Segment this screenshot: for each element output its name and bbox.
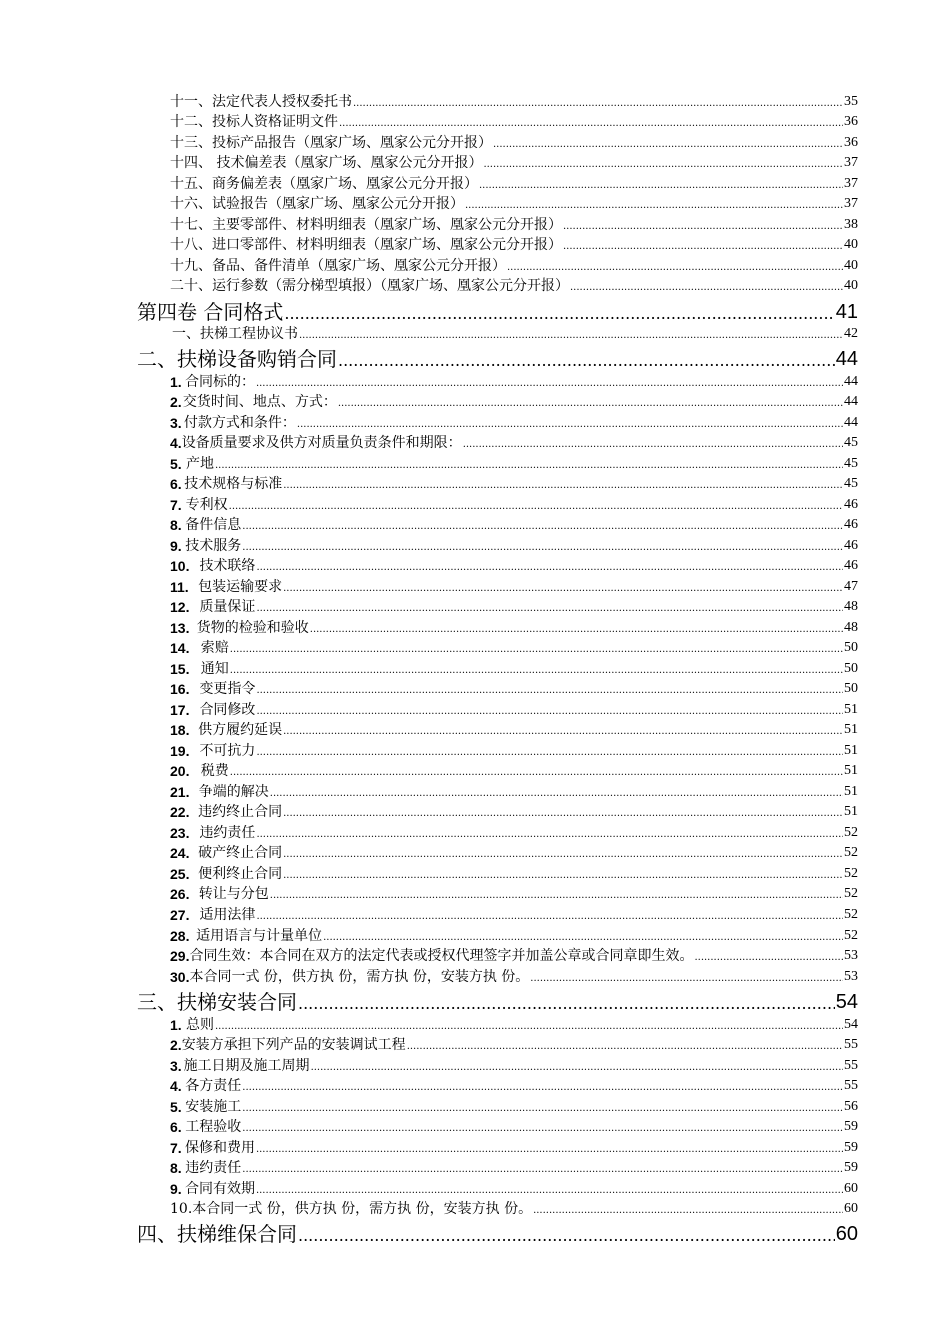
dot-leader [284,304,834,324]
toc-entry[interactable] [170,91,858,111]
toc-entry-title: 安装施工 [185,1099,242,1115]
toc-entry[interactable] [170,617,858,637]
dot-leader [242,1163,843,1177]
toc-entry-page-number: 40 [844,258,858,273]
toc-entry[interactable] [170,678,858,698]
toc-entry-title: 一、扶梯工程协议书 [172,326,298,342]
toc-entry-title: 供方履约延误 [198,722,283,738]
toc-entry-title: 违约终止合同 [198,804,283,820]
toc-entry-page-number: 37 [844,176,858,191]
toc-entry[interactable] [170,596,858,616]
toc-entry-page-number: 51 [844,763,858,778]
toc-entry-number: 27. [170,907,190,923]
toc-entry[interactable] [170,412,858,432]
dot-leader [407,1040,843,1054]
toc-entry-title: 索赔 [200,640,229,656]
dot-leader [338,397,843,411]
toc-entry-number: 22. [170,804,190,820]
toc-entry-number: 15. [170,661,190,677]
toc-entry[interactable] [170,925,858,945]
toc-entry-number: 14. [170,640,190,656]
toc-entry[interactable] [172,323,858,343]
toc-entry-number: 2. [170,1037,182,1053]
toc-entry-page-number: 56 [844,1099,858,1114]
toc-entry-number: 18. [170,722,190,738]
dot-leader [311,1061,843,1075]
toc-entry-page-number: 55 [844,1037,858,1052]
toc-entry-number: 5. [170,1099,182,1115]
dot-leader [507,261,843,275]
toc-entry-page-number: 48 [844,599,858,614]
dot-leader [256,561,843,575]
dot-leader [483,158,843,172]
toc-entry-page-number: 44 [844,374,858,389]
toc-entry-page-number: 45 [844,476,858,491]
toc-entry-page-number: 59 [844,1140,858,1155]
toc-entry-title: 二十、运行参数（需分梯型填报）（凰家广场、凰家公元分开报） [170,278,569,294]
toc-entry-page-number: 55 [844,1078,858,1093]
toc-entry-page-number: 52 [844,845,858,860]
toc-entry-page-number: 45 [844,435,858,450]
toc-entry-number: 9. [170,1181,182,1197]
dot-leader [230,643,843,657]
toc-entry-page-number: 45 [844,456,858,471]
toc-entry-title: 合同生效：本合同在双方的法定代表或授权代理签字并加盖公章或合同章即生效。 [189,948,694,964]
toc-entry-number: 8. [170,1160,182,1176]
dot-leader [563,220,843,234]
toc-entry-title: 工程验收 [185,1119,242,1135]
toc-entry[interactable] [137,345,858,371]
toc-entry-title: 十五、商务偏差表（凰家广场、凰家公元分开报） [170,176,478,192]
toc-entry-page-number: 46 [844,517,858,532]
toc-entry[interactable] [170,371,858,391]
toc-entry-number: 8. [170,517,182,533]
toc-entry-title: 通知 [200,661,229,677]
toc-entry[interactable] [170,719,858,739]
toc-entry-title: 总则 [186,1017,214,1033]
toc-entry[interactable] [137,1220,858,1246]
toc-entry-page-number: 52 [844,928,858,943]
toc-entry-title: 二、扶梯设备购销合同 [137,347,337,371]
toc-entry-number: 6. [170,476,182,492]
toc-entry-title: 合同有效期 [184,1181,255,1197]
toc-entry-title: 本合同一式 份，供方执 份，需方执 份，安装方执 份。 [189,969,530,985]
toc-entry-page-number: 51 [844,722,858,737]
toc-entry-page-number: 47 [844,579,858,594]
dot-leader [570,281,843,295]
toc-entry[interactable] [170,904,858,924]
toc-entry-page-number: 48 [844,620,858,635]
dot-leader [270,889,843,903]
toc-entry-title: 十二、投标人资格证明文件 [170,114,338,130]
toc-entry-page-number: 52 [844,907,858,922]
dot-leader [242,1102,843,1116]
dot-leader [465,199,843,213]
toc-entry[interactable] [170,637,858,657]
dot-leader [283,725,843,739]
toc-entry-page-number: 51 [844,743,858,758]
toc-entry-title: 十九、备品、备件清单（凰家广场、凰家公元分开报） [170,258,506,274]
toc-entry-title: 质量保证 [199,599,256,615]
dot-leader [215,459,843,473]
toc-entry[interactable] [170,453,858,473]
dot-leader [256,602,843,616]
toc-entry-number: 4. [170,1078,182,1094]
dot-leader [479,179,843,193]
toc-entry-title: 便利终止合同 [198,866,283,882]
toc-entry[interactable] [170,1137,858,1157]
toc-entry-page-number: 60 [844,1181,858,1196]
toc-entry-number: 4. [170,435,182,451]
toc-entry-title: 十四、 技术偏差表（凰家广场、凰家公元分开报） [170,155,483,171]
toc-entry-page-number: 54 [844,1017,858,1032]
toc-entry[interactable] [137,988,858,1014]
toc-entry-title: 10.本合同一式 份，供方执 份，需方执 份，安装方执 份。 [170,1201,533,1217]
toc-entry[interactable] [170,945,858,965]
dot-leader [242,1081,843,1095]
toc-entry-page-number: 50 [844,640,858,655]
toc-entry-title: 四、扶梯维保合同 [137,1222,297,1246]
toc-entry-page-number: 37 [844,196,858,211]
toc-entry[interactable] [170,535,858,555]
toc-entry-title: 转让与分包 [198,886,269,902]
dot-leader [270,787,843,801]
dot-leader [256,910,843,924]
toc-entry-title: 变更指令 [199,681,256,697]
toc-entry-title: 技术服务 [185,538,242,554]
dot-leader [215,1020,843,1034]
toc-entry-number: 20. [170,763,190,779]
toc-entry-title: 施工日期及施工周期 [183,1058,310,1074]
dot-leader [463,438,843,452]
dot-leader [256,1143,843,1157]
toc-entry[interactable] [170,966,858,986]
toc-entry-page-number: 60 [844,1201,858,1216]
toc-entry[interactable] [170,391,858,411]
toc-entry-title: 违约责任 [185,1160,242,1176]
toc-entry[interactable] [170,1096,858,1116]
dot-leader [533,1204,843,1218]
toc-entry-page-number: 51 [844,702,858,717]
toc-entry[interactable] [170,275,858,295]
toc-entry[interactable] [170,842,858,862]
toc-entry-title: 十八、进口零部件、材料明细表（凰家广场、凰家公元分开报） [170,237,562,253]
toc-entry-title: 保修和费用 [184,1140,255,1156]
toc-entry-page-number: 54 [835,991,858,1013]
dot-leader [256,684,843,698]
toc-entry-title: 技术规格与标准 [184,476,283,492]
toc-entry-title: 设备质量要求及供方对质量负责条件和期限： [181,435,462,451]
toc-entry-page-number: 36 [844,135,858,150]
toc-entry-title: 三、扶梯安装合同 [137,990,297,1014]
toc-entry[interactable] [170,555,858,575]
toc-entry[interactable] [170,1014,858,1034]
toc-entry[interactable] [170,699,858,719]
toc-entry-page-number: 50 [844,681,858,696]
dot-leader [242,541,843,555]
toc-entry-number: 13. [170,620,190,636]
toc-entry-page-number: 53 [844,969,858,984]
toc-entry-page-number: 53 [844,948,858,963]
toc-entry-page-number: 35 [844,94,858,109]
toc-entry-number: 28. [170,928,190,944]
toc-entry-title: 产地 [186,456,214,472]
dot-leader [310,623,843,637]
toc-entry-title: 争端的解决 [198,784,269,800]
dot-leader [297,418,843,432]
toc-entry-title: 技术联络 [199,558,256,574]
toc-entry[interactable] [170,234,858,254]
toc-entry-title: 第四卷 合同格式 [137,300,284,324]
toc-entry-title: 交货时间、地点、方式： [182,394,337,410]
toc-entry-page-number: 52 [844,886,858,901]
dot-leader [242,1122,843,1136]
dot-leader [256,828,843,842]
toc-entry[interactable] [170,173,858,193]
toc-entry-page-number: 36 [844,114,858,129]
dot-leader [283,807,843,821]
toc-entry-number: 30. [170,969,190,985]
toc-entry-number: 25. [170,866,190,882]
toc-entry[interactable] [170,1178,858,1198]
dot-leader [230,664,843,678]
toc-entry-number: 7. [170,497,182,513]
toc-entry-title: 货物的检验和验收 [196,620,309,636]
dot-leader [530,972,843,986]
toc-entry-title: 各方责任 [185,1078,242,1094]
toc-entry-page-number: 38 [844,217,858,232]
toc-entry-number: 5. [170,456,182,472]
toc-entry-title: 专利权 [185,497,228,513]
toc-entry-title: 安装方承担下列产品的安装调试工程 [181,1037,406,1053]
dot-leader [298,994,835,1014]
dot-leader [256,746,843,760]
toc-entry[interactable] [170,1157,858,1177]
toc-entry[interactable] [170,111,858,131]
dot-leader [299,329,843,343]
toc-entry[interactable] [170,1075,858,1095]
toc-entry-page-number: 50 [844,661,858,676]
toc-entry-page-number: 44 [844,415,858,430]
toc-entry-number: 9. [170,538,182,554]
dot-leader [229,500,843,514]
toc-entry-title: 税费 [200,763,229,779]
toc-entry[interactable] [170,1198,858,1218]
toc-entry-number: 12. [170,599,190,615]
dot-leader [283,582,843,596]
toc-entry-page-number: 51 [844,784,858,799]
dot-leader [338,351,835,371]
toc-entry[interactable] [170,255,858,275]
toc-entry-page-number: 59 [844,1119,858,1134]
toc-entry[interactable] [170,473,858,493]
toc-entry[interactable] [170,801,858,821]
toc-entry-number: 10. [170,558,190,574]
toc-entry[interactable] [137,298,858,324]
dot-leader [256,377,843,391]
dot-leader [256,1184,843,1198]
toc-entry-number: 7. [170,1140,182,1156]
toc-entry-page-number: 42 [844,326,858,341]
toc-entry-number: 24. [170,845,190,861]
toc-entry[interactable] [170,760,858,780]
toc-entry-number: 1. [170,374,182,390]
toc-entry[interactable] [170,494,858,514]
toc-entry[interactable] [170,863,858,883]
toc-entry-page-number: 60 [835,1223,858,1245]
toc-entry[interactable] [170,1034,858,1054]
toc-entry-title: 十七、主要零部件、材料明细表（凰家广场、凰家公元分开报） [170,217,562,233]
toc-entry-page-number: 44 [844,394,858,409]
toc-entry-number: 29. [170,948,190,964]
toc-entry[interactable] [170,740,858,760]
toc-entry-page-number: 59 [844,1160,858,1175]
toc-entry-title: 适用语言与计量单位 [196,928,323,944]
dot-leader [242,520,843,534]
dot-leader [283,848,843,862]
dot-leader [283,479,843,493]
toc-entry-title: 破产终止合同 [198,845,283,861]
toc-entry-title: 十六、试验报告（凰家广场、凰家公元分开报） [170,196,464,212]
toc-entry-page-number: 55 [844,1058,858,1073]
toc-entry-page-number: 52 [844,866,858,881]
toc-entry-page-number: 41 [835,301,858,323]
toc-entry-page-number: 40 [844,278,858,293]
dot-leader [323,931,843,945]
dot-leader [493,138,843,152]
toc-entry[interactable] [170,152,858,172]
toc-entry-page-number: 51 [844,804,858,819]
toc-entry-page-number: 46 [844,558,858,573]
toc-entry-title: 不可抗力 [199,743,256,759]
toc-entry-title: 备件信息 [185,517,242,533]
toc-entry-page-number: 46 [844,497,858,512]
toc-entry-number: 11. [170,579,189,595]
dot-leader [353,97,843,111]
toc-entry-number: 3. [170,415,182,431]
toc-entry-number: 3. [170,1058,182,1074]
toc-entry-title: 包装运输要求 [198,579,283,595]
toc-entry[interactable] [170,822,858,842]
toc-entry-title: 合同修改 [199,702,256,718]
toc-entry[interactable] [170,576,858,596]
toc-entry-number: 23. [170,825,190,841]
dot-leader [563,240,843,254]
dot-leader [230,766,843,780]
toc-entry-title: 付款方式和条件： [183,415,296,431]
toc-entry-page-number: 44 [835,348,858,370]
toc-entry-number: 1. [170,1017,182,1033]
dot-leader [298,1226,835,1246]
dot-leader [283,869,843,883]
toc-entry-number: 26. [170,886,190,902]
toc-entry[interactable] [170,432,858,452]
toc-entry[interactable] [170,193,858,213]
toc-entry[interactable] [170,781,858,801]
dot-leader [339,117,843,131]
toc-entry-number: 21. [170,784,190,800]
toc-entry-number: 2. [170,394,182,410]
toc-entry[interactable] [170,883,858,903]
toc-entry-number: 6. [170,1119,182,1135]
toc-entry[interactable] [170,1116,858,1136]
toc-entry-number: 17. [170,702,190,718]
dot-leader [694,951,843,965]
toc-entry-page-number: 46 [844,538,858,553]
toc-entry[interactable] [170,132,858,152]
toc-entry[interactable] [170,658,858,678]
toc-entry-title: 十一、法定代表人授权委托书 [170,94,352,110]
toc-entry[interactable] [170,1055,858,1075]
toc-entry-title: 合同标的： [184,374,255,390]
dot-leader [256,705,843,719]
toc-entry-page-number: 37 [844,155,858,170]
toc-entry[interactable] [170,214,858,234]
toc-entry-title: 十三、投标产品报告（凰家广场、凰家公元分开报） [170,135,492,151]
toc-entry-number: 16. [170,681,190,697]
toc-entry-page-number: 52 [844,825,858,840]
toc-entry[interactable] [170,514,858,534]
toc-entry-page-number: 40 [844,237,858,252]
toc-entry-title: 适用法律 [199,907,256,923]
toc-entry-title: 违约责任 [199,825,256,841]
toc-entry-number: 19. [170,743,190,759]
